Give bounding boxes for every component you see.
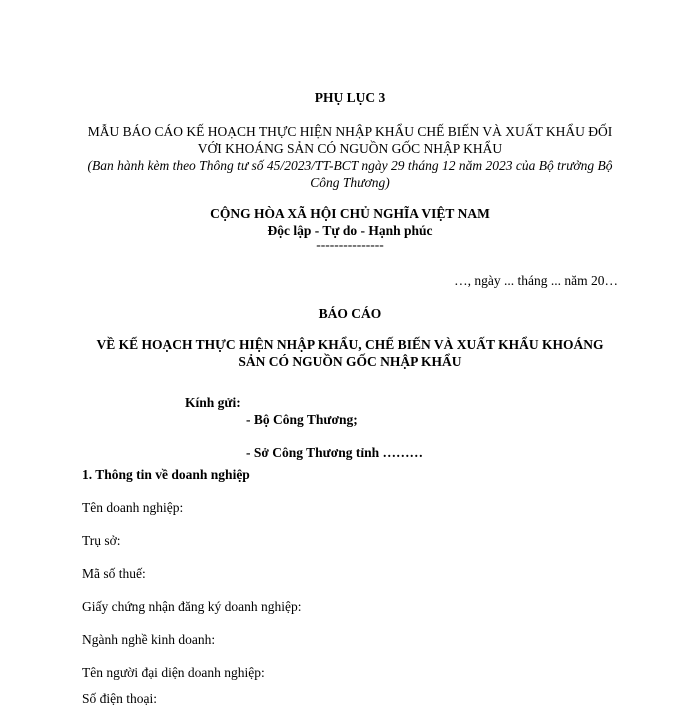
report-title: BÁO CÁO: [318, 306, 382, 321]
field-tax-code: Mã số thuế:: [82, 566, 146, 581]
field-company-name: Tên doanh nghiệp:: [82, 500, 184, 515]
section1-heading: 1. Thông tin về doanh nghiệp: [82, 467, 250, 482]
appendix-heading-line1: MẪU BÁO CÁO KẾ HOẠCH THỰC HIỆN NHẬP KHẨU CHẾ BIẾN VÀ XUẤT KHẨU ĐỐI: [87, 124, 613, 139]
field-phone: Số điện thoại:: [82, 691, 157, 706]
field-business-lines: Ngành nghề kinh doanh:: [82, 632, 216, 647]
report-subject-line2: SẢN CÓ NGUỒN GỐC NHẬP KHẨU: [238, 354, 462, 369]
field-head-office: Trụ sở:: [82, 533, 121, 548]
recipient-item: - Sở Công Thương tỉnh ………: [246, 445, 423, 460]
national-motto: Độc lập - Tự do - Hạnh phúc: [267, 223, 433, 238]
recipients-label: Kính gửi:: [185, 395, 241, 410]
motto-divider: ---------------: [316, 237, 384, 252]
country-name: CỘNG HÒA XÃ HỘI CHỦ NGHĨA VIỆT NAM: [210, 206, 490, 221]
appendix-note-line1: (Ban hành kèm theo Thông tư số 45/2023/TT-BCT ngày 29 tháng 12 năm 2023 của Bộ trưởng Bộ: [87, 158, 613, 173]
field-business-registration: Giấy chứng nhận đăng ký doanh nghiệp:: [82, 599, 302, 614]
recipient-item: - Bộ Công Thương;: [246, 412, 358, 427]
appendix-heading-line2: VỚI KHOÁNG SẢN CÓ NGUỒN GỐC NHẬP KHẨU: [197, 141, 503, 156]
appendix-title: PHỤ LỤC 3: [314, 90, 386, 105]
appendix-note-line2: Công Thương): [310, 175, 390, 190]
report-subject-line1: VỀ KẾ HOẠCH THỰC HIỆN NHẬP KHẨU, CHẾ BIẾN VÀ XUẤT KHẨU KHOÁNG: [96, 337, 604, 352]
date-line: …, ngày ... tháng ... năm 20…: [454, 273, 618, 288]
field-representative: Tên người đại diện doanh nghiệp:: [82, 665, 265, 680]
